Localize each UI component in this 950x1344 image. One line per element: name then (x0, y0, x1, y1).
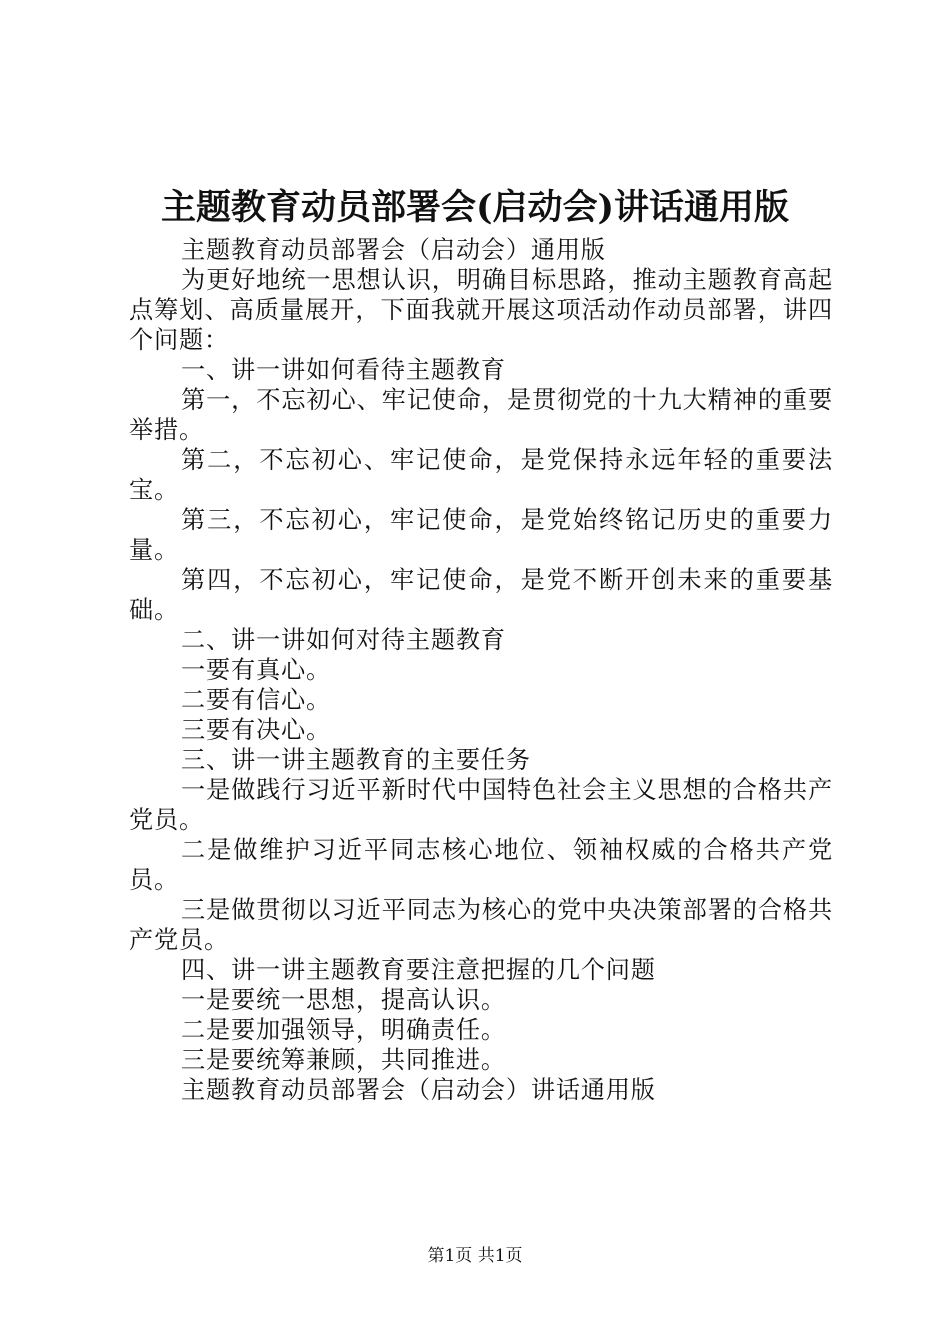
page-footer: 第1页 共1页 (427, 1246, 523, 1266)
document-body (129, 235, 833, 1105)
paragraph-point: 二是要加强领导，明确责任。 (181, 1016, 506, 1044)
paragraph-point: 第四，不忘初心，牢记使命，是党不断开创未来的重要基础。 (129, 566, 833, 624)
section-heading-4: 四、讲一讲主题教育要注意把握的几个问题 (181, 956, 656, 984)
paragraph-intro: 为更好地统一思想认识，明确目标思路，推动主题教育高起点筹划、高质量展开，下面我就开展这项活动作动员部署，讲四个问题： (129, 266, 833, 354)
paragraph-point: 二要有信心。 (181, 686, 331, 714)
paragraph-point: 三是做贯彻以习近平同志为核心的党中央决策部署的合格共产党员。 (129, 896, 833, 954)
paragraph-closing: 主题教育动员部署会（启动会）讲话通用版 (181, 1076, 656, 1104)
paragraph-point: 一要有真心。 (181, 656, 331, 684)
section-heading-1: 一、讲一讲如何看待主题教育 (181, 356, 506, 384)
paragraph-subtitle: 主题教育动员部署会（启动会）通用版 (181, 236, 606, 264)
paragraph-point: 三要有决心。 (181, 716, 331, 744)
paragraph-point: 一是做践行习近平新时代中国特色社会主义思想的合格共产党员。 (129, 776, 833, 834)
paragraph-point: 一是要统一思想，提高认识。 (181, 986, 506, 1014)
section-heading-3: 三、讲一讲主题教育的主要任务 (181, 746, 531, 774)
section-heading-2: 二、讲一讲如何对待主题教育 (181, 626, 506, 654)
paragraph-point: 第三，不忘初心，牢记使命，是党始终铭记历史的重要力量。 (129, 506, 833, 564)
document-title: 主题教育动员部署会(启动会)讲话通用版 (160, 187, 790, 228)
paragraph-point: 第二，不忘初心、牢记使命，是党保持永远年轻的重要法宝。 (129, 446, 833, 504)
paragraph-point: 二是做维护习近平同志核心地位、领袖权威的合格共产党员。 (129, 836, 833, 894)
paragraph-point: 三是要统筹兼顾，共同推进。 (181, 1046, 506, 1074)
paragraph-point: 第一，不忘初心、牢记使命，是贯彻党的十九大精神的重要举措。 (129, 386, 833, 444)
